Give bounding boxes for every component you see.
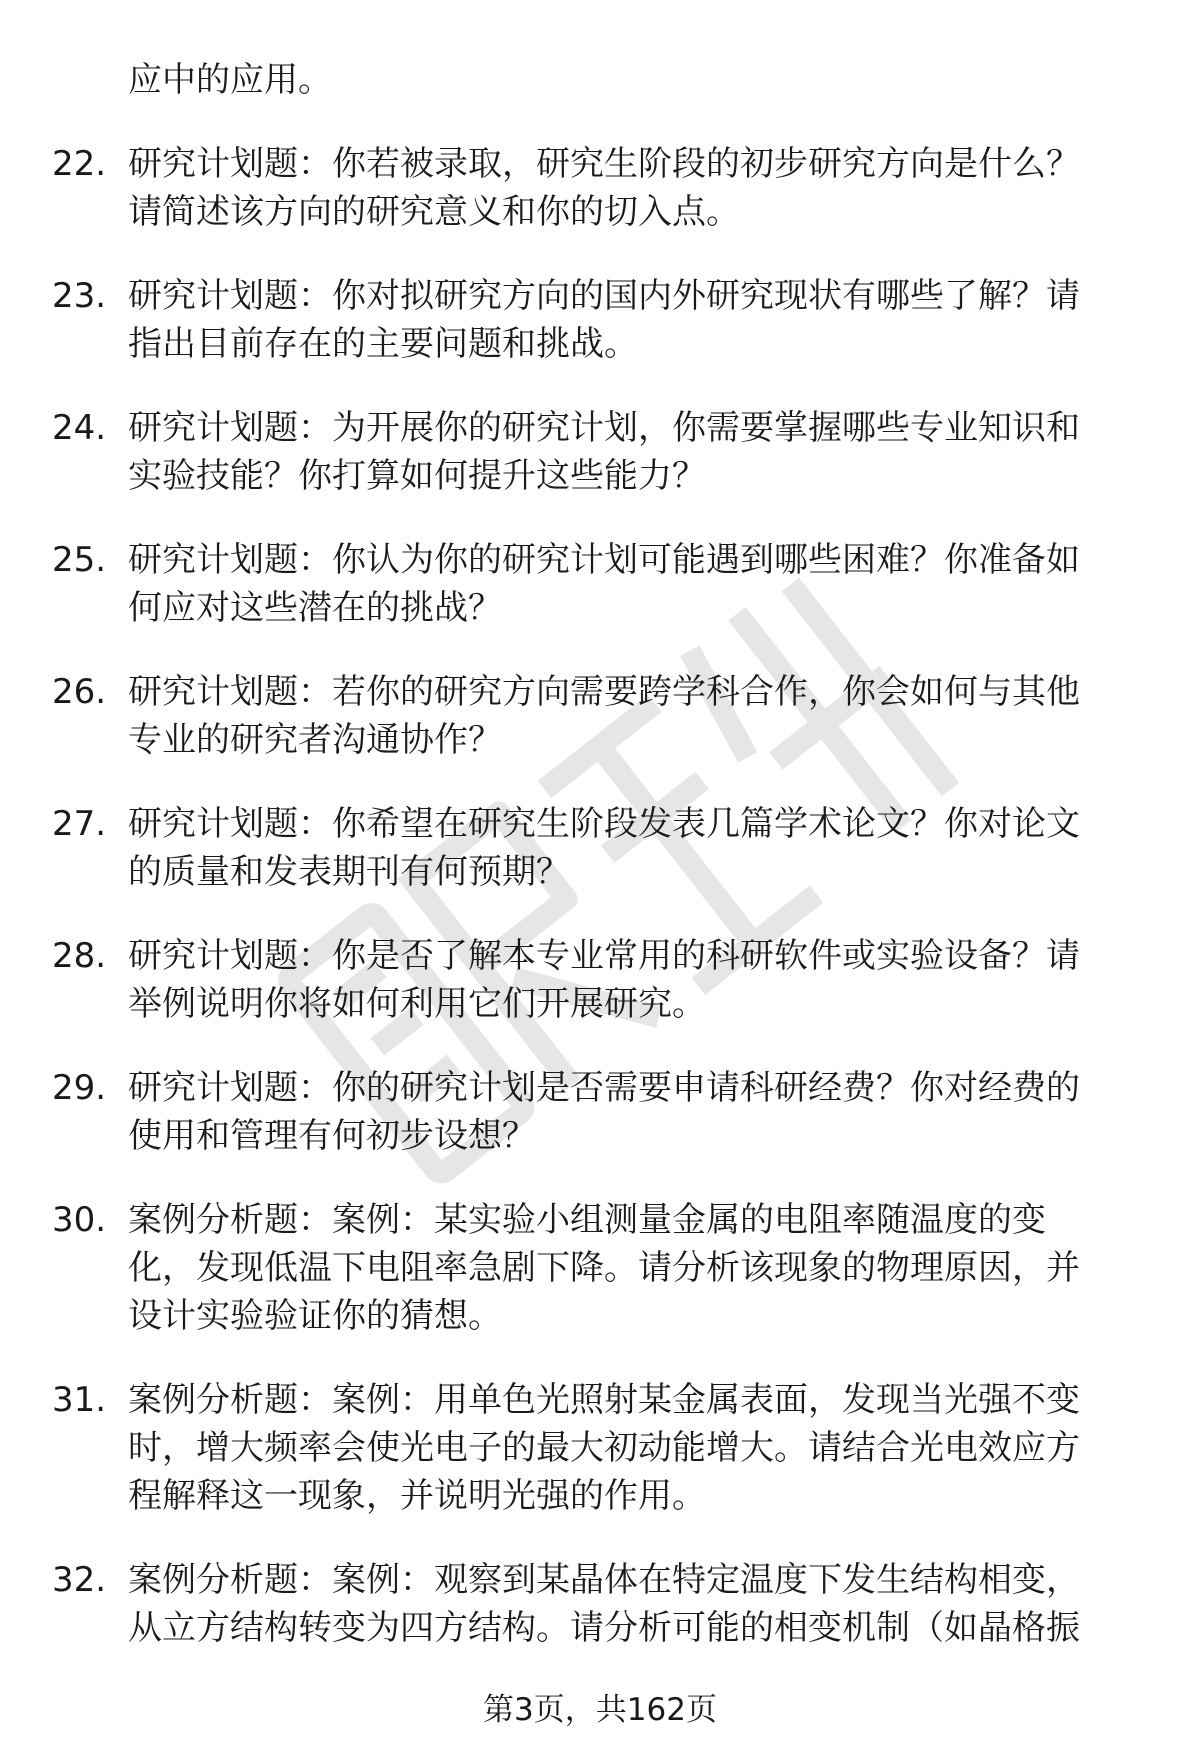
question-item-31 xyxy=(0,1376,1200,1520)
question-number: 26. xyxy=(52,672,107,712)
question-number: 22. xyxy=(52,144,107,184)
question-item-32 xyxy=(0,1556,1200,1652)
question-number: 24. xyxy=(52,408,107,448)
question-text-line: 研究计划题：你认为你的研究计划可能遇到哪些困难？你准备如 xyxy=(128,540,1080,580)
question-text-line: 实验技能？你打算如何提升这些能力？ xyxy=(128,456,706,496)
question-text-line: 举例说明你将如何利用它们开展研究。 xyxy=(128,984,706,1024)
question-text-line: 研究计划题：你若被录取，研究生阶段的初步研究方向是什么？ xyxy=(128,144,1080,184)
question-text-line: 案例分析题：案例：观察到某晶体在特定温度下发生结构相变， xyxy=(128,1560,1080,1600)
question-number: 31. xyxy=(52,1380,107,1420)
document-body xyxy=(0,56,1200,1652)
question-text-line: 专业的研究者沟通协作？ xyxy=(128,720,502,760)
question-text-line: 研究计划题：你是否了解本专业常用的科研软件或实验设备？请 xyxy=(128,936,1080,976)
question-item-27 xyxy=(0,800,1200,896)
question-text-line: 化，发现低温下电阻率急剧下降。请分析该现象的物理原因，并 xyxy=(128,1248,1080,1288)
question-number: 29. xyxy=(52,1068,107,1108)
question-text-line: 何应对这些潜在的挑战？ xyxy=(128,588,502,628)
question-text-line: 研究计划题：你的研究计划是否需要申请科研经费？你对经费的 xyxy=(128,1068,1080,1108)
question-number: 28. xyxy=(52,936,107,976)
question-text-line: 使用和管理有何初步设想？ xyxy=(128,1116,536,1156)
question-text-line: 研究计划题：若你的研究方向需要跨学科合作，你会如何与其他 xyxy=(128,672,1080,712)
question-text-line: 研究计划题：为开展你的研究计划，你需要掌握哪些专业知识和 xyxy=(128,408,1080,448)
continuation-text: 应中的应用。 xyxy=(128,60,332,100)
question-list xyxy=(0,140,1200,1652)
question-item-26 xyxy=(0,668,1200,764)
question-number: 23. xyxy=(52,276,107,316)
question-number: 25. xyxy=(52,540,107,580)
question-text-line: 的质量和发表期刊有何预期？ xyxy=(128,852,570,892)
question-text-line: 程解释这一现象，并说明光强的作用。 xyxy=(128,1476,706,1516)
question-item-29 xyxy=(0,1064,1200,1160)
question-text-line: 请简述该方向的研究意义和你的切入点。 xyxy=(128,192,740,232)
question-text-line: 从立方结构转变为四方结构。请分析可能的相变机制（如晶格振 xyxy=(128,1608,1080,1648)
question-text-line: 案例分析题：案例：某实验小组测量金属的电阻率随温度的变 xyxy=(128,1200,1046,1240)
question-number: 32. xyxy=(52,1560,107,1600)
question-text-line: 设计实验验证你的猜想。 xyxy=(128,1296,502,1336)
question-text-line: 研究计划题：你希望在研究生阶段发表几篇学术论文？你对论文 xyxy=(128,804,1080,844)
question-text-line: 指出目前存在的主要问题和挑战。 xyxy=(128,324,638,364)
question-text-line: 研究计划题：你对拟研究方向的国内外研究现状有哪些了解？请 xyxy=(128,276,1080,316)
question-item-28 xyxy=(0,932,1200,1028)
question-number: 27. xyxy=(52,804,107,844)
question-item-30 xyxy=(0,1196,1200,1340)
question-item-22 xyxy=(0,140,1200,236)
question-text-line: 时，增大频率会使光电子的最大初动能增大。请结合光电效应方 xyxy=(128,1428,1080,1468)
question-number: 30. xyxy=(52,1200,107,1240)
question-item-24 xyxy=(0,404,1200,500)
page-footer: 第3页，共162页 xyxy=(483,1692,717,1728)
question-item-23 xyxy=(0,272,1200,368)
question-text-line: 案例分析题：案例：用单色光照射某金属表面，发现当光强不变 xyxy=(128,1380,1080,1420)
question-item-25 xyxy=(0,536,1200,632)
